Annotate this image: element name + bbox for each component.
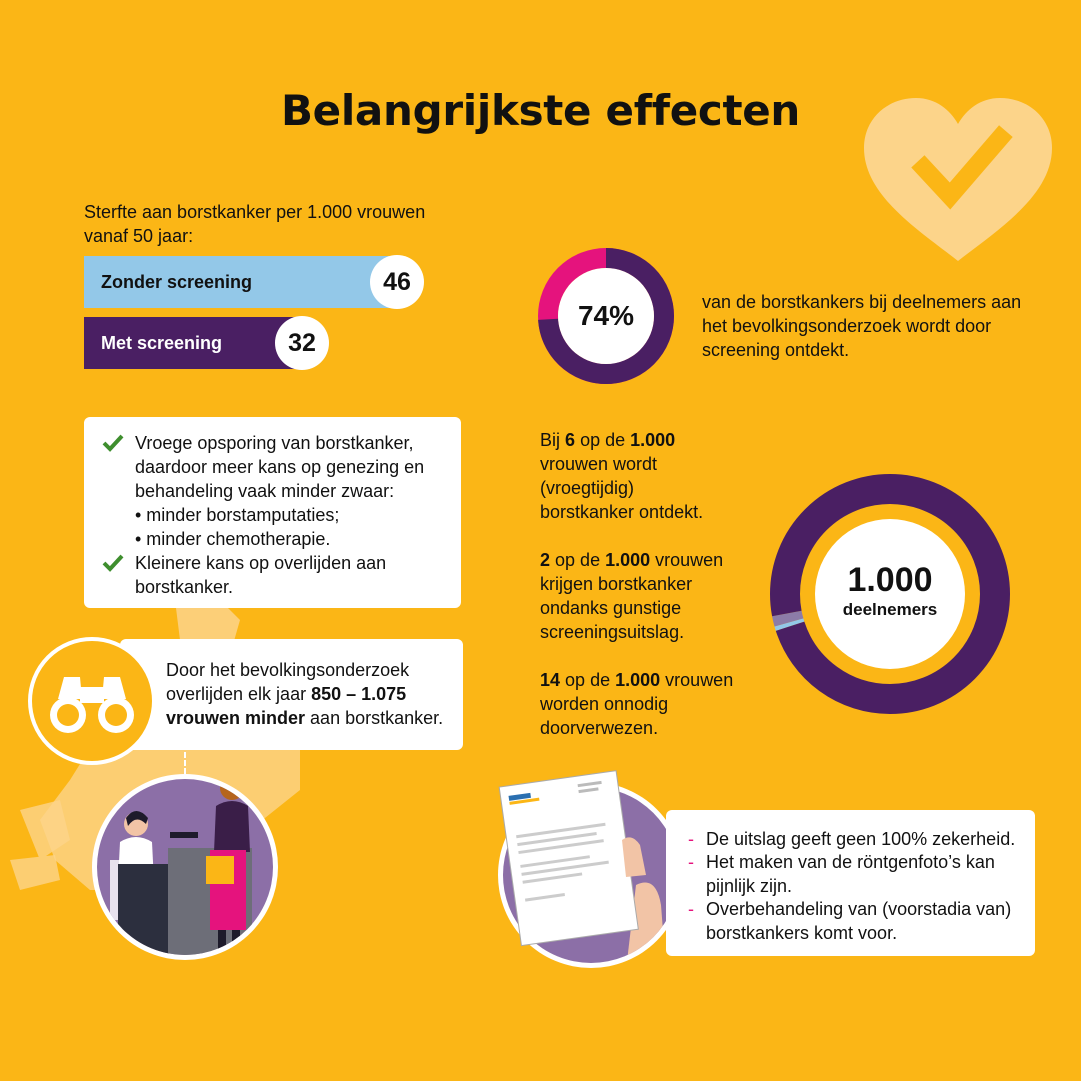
stat3-b: vrouwen worden onnodig doorverwezen. [540, 670, 734, 738]
connector-line [184, 752, 186, 774]
benefits-card [84, 417, 461, 608]
dash-icon: - [688, 852, 694, 872]
stat2-n: 2 [540, 550, 551, 570]
stat1-b: op de [580, 430, 626, 450]
stat-detected [540, 428, 715, 524]
stat1-m: 1.000 [630, 430, 676, 450]
bar-label-without-screening: Zonder screening [101, 271, 253, 292]
reception-illustration [90, 772, 280, 962]
stat2-m: 1.000 [605, 550, 651, 570]
participants-label: deelnemers [842, 600, 938, 619]
limitation-item-pain: Het maken van de röntgenfoto’s kan pijnlijk zijn. [706, 852, 995, 896]
lives-saved-pre: Door het bevolkingsonderzoek overlijden elk jaar [166, 660, 410, 704]
bar-without-screening [84, 256, 394, 308]
detection-text: van de borstkankers bij deelnemers aan het bevolkingsonderzoek wordt door screening ontdekt. [702, 292, 1022, 360]
bar-label-with-screening: Met screening [101, 332, 223, 353]
bar-with-screening [84, 317, 300, 369]
participants-number: 1.000 [847, 561, 933, 599]
lives-saved-post: aan borstkanker. [310, 708, 444, 728]
stat3-a: op de [565, 670, 611, 690]
letter-illustration [496, 765, 686, 970]
stat2-a: op de [555, 550, 601, 570]
stat2-b: vrouwen krijgen borstkanker ondanks gunstige screeningsuitslag. [540, 550, 724, 642]
stat-missed [540, 548, 745, 644]
limitation-item-overtreatment: Overbehandeling van (voorstadia van) borstkankers komt voor. [706, 899, 1012, 943]
binoculars-icon [28, 637, 156, 765]
benefit-sub-item-amputations: • minder borstamputaties; [135, 505, 340, 525]
check-icon [102, 554, 124, 572]
value-badge-without-screening: 46 [370, 255, 424, 309]
mortality-subtitle: Sterfte aan borstkanker per 1.000 vrouwen vanaf 50 jaar: [84, 202, 426, 246]
benefit-item-mortality: Kleinere kans op overlijden aan borstkanker. [135, 553, 387, 597]
page-title: Belangrijkste effecten [280, 86, 801, 135]
check-icon [102, 434, 124, 452]
lives-saved-bold: vrouwen minder [166, 708, 306, 728]
stat-referred [540, 668, 755, 740]
benefit-item-early-detection: Vroege opsporing van borstkanker, daardoor meer kans op genezing en behandeling vaak minder zwaar: [135, 433, 425, 501]
stat3-n: 14 [540, 670, 561, 690]
limitation-item-certainty: De uitslag geeft geen 100% zekerheid. [706, 829, 1016, 849]
benefit-sub-item-chemo: • minder chemotherapie. [135, 529, 331, 549]
detection-percent: 74% [577, 300, 635, 331]
lives-saved-card [120, 639, 463, 750]
stat1-c: vrouwen wordt (vroegtijdig) borstkanker ontdekt. [540, 454, 704, 522]
dash-icon: - [688, 899, 694, 919]
lives-saved-range: 850 – 1.075 [311, 684, 407, 704]
dash-icon: - [688, 829, 694, 849]
stat1-a: Bij [540, 430, 561, 450]
limitations-card [666, 810, 1035, 956]
value-badge-with-screening: 32 [275, 316, 329, 370]
lives-saved-text [166, 658, 456, 730]
stat1-n: 6 [565, 430, 576, 450]
stat3-m: 1.000 [615, 670, 661, 690]
